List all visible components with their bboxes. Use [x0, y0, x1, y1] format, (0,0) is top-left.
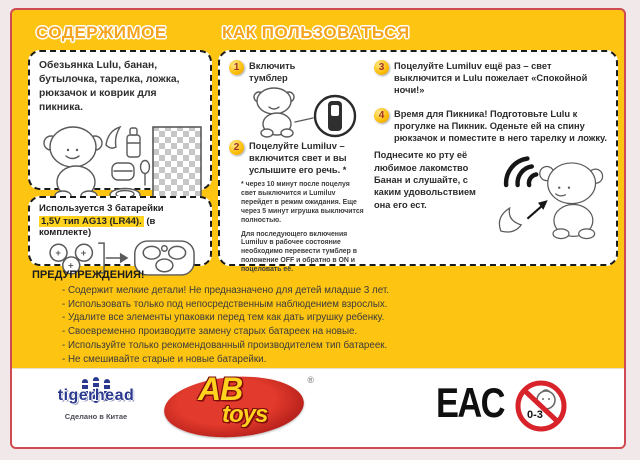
- step-1-badge: 1: [229, 60, 244, 75]
- callout-line-icon: [295, 118, 313, 122]
- footnote-restart: Для последующего включения Lumiluv в рабочее состояние необходимо перевести тумблер в положение OFF и обратно в ON и поцеловать её.: [241, 230, 357, 273]
- howto-section-title: КАК ПОЛЬЗОВАТЬСЯ: [222, 23, 410, 42]
- howto-right-column: [374, 60, 607, 256]
- howto-panel: [218, 50, 618, 273]
- step-3-text: Поцелуйте Lumiluv ещё раз – свет выключится и Lulu пожелает «Спокойной ночи!»: [394, 61, 588, 96]
- baby-eye-icon: [542, 398, 544, 400]
- banana-icon: [499, 209, 521, 233]
- arrow-icon: [527, 207, 541, 219]
- warning-item: - Содержит мелкие детали! Не предназначено для детей младше 3 лет.: [62, 285, 390, 296]
- footer-logo-strip: [12, 368, 624, 447]
- monkey-eye-icon: [568, 187, 570, 189]
- abtoys-logo: [164, 371, 316, 439]
- age-range-label: 0-3: [527, 409, 543, 421]
- instruction-leaflet: [10, 8, 626, 449]
- step-1-text: Включить тумблер: [249, 61, 296, 84]
- monkey-head-icon: [548, 163, 596, 204]
- tigerhead-wordmark: tigerhead: [57, 387, 135, 404]
- contents-illustration: [39, 119, 203, 205]
- battery-included-text: (в комплекте): [39, 216, 156, 238]
- monkey-foot-icon: [579, 229, 595, 239]
- tigerhead-logo: [38, 377, 154, 421]
- registered-trademark-icon: ®: [307, 375, 314, 385]
- toggle-knob-icon: [331, 105, 339, 116]
- banana-icon: [106, 127, 120, 148]
- warning-item: - Своевременно производите замену старых батареек на новые.: [62, 326, 358, 338]
- monkey-foot-icon: [261, 129, 273, 137]
- monkey-foot-icon: [553, 229, 569, 239]
- monkey-eye-icon: [67, 148, 69, 150]
- warning-item: - Не смешивайте старые и новые батарейки.: [62, 353, 267, 365]
- switch-monkey-illustration: [237, 86, 359, 138]
- footnote-standby: * через 10 минут после поцелуя свет выключится и Lumiluv перейдет в режим ожидания. Еще через 5 минут игрушка выключится полностью.: [241, 181, 364, 224]
- bottle-cap-icon: [130, 128, 137, 135]
- picnic-note-text: Поднесите ко рту её любимое лакомство Банан и слушайте, с каким удовольствием она его ест.: [374, 150, 476, 210]
- abtoys-wordmark-top: AB: [198, 371, 243, 407]
- monkey-foot-icon: [281, 129, 293, 137]
- battery-spec-highlight: 1,5V тип AG13 (LR44).: [41, 216, 142, 227]
- made-in-china-text: Сделано в Китае: [64, 412, 128, 421]
- step-2: [229, 140, 365, 176]
- battery-plus-label: +: [80, 247, 87, 259]
- monkey-eye-icon: [76, 148, 78, 150]
- step-4: [374, 108, 607, 144]
- picnic-note-block: [374, 149, 607, 245]
- warnings-section: [32, 269, 614, 366]
- battery-spec-text: [39, 216, 201, 238]
- battery-panel: [28, 196, 212, 272]
- baby-eye-icon: [548, 398, 550, 400]
- battery-plus-label: +: [55, 247, 61, 259]
- bottle-icon: [127, 135, 140, 157]
- monkey-eye-icon: [558, 187, 560, 189]
- abtoys-wordmark-bottom: toys: [222, 401, 268, 428]
- feeding-monkey-illustration: [492, 149, 607, 245]
- battery-plus-label: +: [68, 260, 74, 272]
- contents-panel: [28, 50, 212, 190]
- howto-left-column: [229, 60, 365, 273]
- monkey-head-icon: [257, 88, 291, 114]
- step-3-badge: 3: [374, 60, 389, 75]
- contents-section-title: СОДЕРЖИМОЕ: [36, 23, 167, 42]
- arrow-head-icon: [120, 253, 128, 264]
- picnic-mat-icon: [153, 127, 201, 199]
- step-2-badge: 2: [229, 140, 244, 155]
- warning-item: - Использовать только под непосредственным наблюдением взрослых.: [62, 298, 388, 310]
- warning-item: - Используйте только рекомендованный производителем тип батареек.: [62, 339, 388, 351]
- age-warning-icon: [514, 379, 568, 433]
- step-4-text: Время для Пикника! Подготовьте Lulu к прогулке на Пикник. Оденьте ей на спину рюкзачок и поместите в него тарелку и ложку.: [394, 109, 607, 144]
- warning-item: - Удалите все элементы упаковки перед тем как дать игрушку ребенку.: [62, 312, 385, 324]
- step-3: [374, 60, 607, 96]
- eac-mark: EAC: [436, 379, 504, 426]
- step-2-text: Поцелуйте Lumiluv – включится свет и вы услышите его речь. *: [249, 141, 347, 176]
- warnings-header: ПРЕДУПРЕЖДЕНИЯ!: [32, 269, 145, 281]
- monkey-head-icon: [50, 127, 96, 167]
- spoon-icon: [141, 160, 150, 173]
- contents-description: Обезьянка Lulu, банан, бутылочка, тарелка, ложка, рюкзачок и коврик для пикника.: [39, 60, 180, 113]
- sound-waves-icon: [529, 175, 536, 186]
- step-4-badge: 4: [374, 108, 389, 123]
- step-1: [229, 60, 365, 84]
- battery-count-text: Используется 3 батарейки: [39, 203, 164, 214]
